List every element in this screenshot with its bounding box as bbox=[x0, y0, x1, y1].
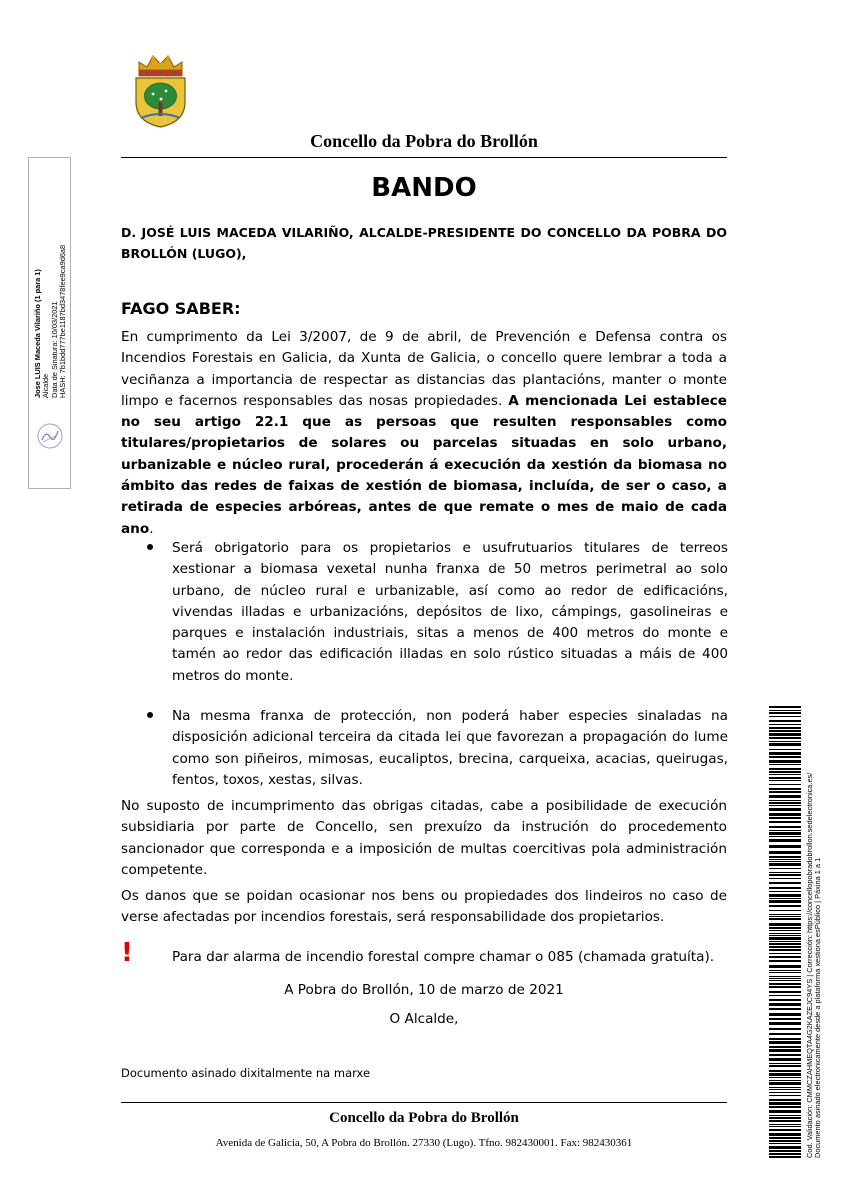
barcode-bar bbox=[769, 774, 801, 775]
barcode-bar bbox=[769, 923, 801, 926]
barcode-bar bbox=[769, 953, 801, 954]
barcode-bar bbox=[769, 836, 801, 837]
barcode-bar bbox=[769, 1102, 801, 1105]
barcode-bar bbox=[769, 830, 801, 831]
barcode-bar bbox=[769, 882, 801, 884]
barcode-bar bbox=[769, 832, 801, 835]
barcode-bar bbox=[769, 813, 801, 816]
barcode-bar bbox=[769, 1156, 801, 1158]
paragraph-intro bbox=[121, 327, 727, 540]
footer-divider bbox=[121, 1102, 727, 1103]
barcode-bar bbox=[769, 768, 801, 770]
signature-box bbox=[28, 157, 71, 489]
header-title: Concello da Pobra do Brollón bbox=[310, 131, 538, 151]
barcode-bar bbox=[769, 749, 801, 750]
barcode-bar bbox=[769, 712, 801, 714]
barcode-bar bbox=[769, 1099, 801, 1101]
barcode-bar bbox=[769, 720, 801, 722]
barcode-bar bbox=[769, 868, 801, 869]
barcode-bar bbox=[769, 891, 801, 892]
barcode-bar bbox=[769, 878, 801, 879]
barcode-bar bbox=[769, 710, 801, 711]
barcode-bar bbox=[769, 821, 801, 823]
barcode-bar bbox=[769, 918, 801, 920]
signature-date: Data de Sinatura: 10/03/2021 bbox=[49, 301, 59, 398]
barcode-bar bbox=[769, 972, 801, 973]
barcode-bar bbox=[769, 1143, 801, 1144]
barcode-bar bbox=[769, 872, 801, 873]
barcode-bar bbox=[769, 949, 801, 951]
barcode-bar bbox=[769, 1058, 801, 1061]
municipal-crest-logo bbox=[133, 52, 188, 128]
barcode-bar bbox=[769, 802, 801, 804]
barcode-bar bbox=[769, 756, 801, 758]
barcode-bar bbox=[769, 1018, 801, 1020]
barcode-bar bbox=[769, 927, 801, 929]
barcode-bar bbox=[769, 1133, 801, 1136]
barcode-bar bbox=[769, 933, 801, 934]
barcode-bar bbox=[769, 856, 801, 858]
barcode-bar bbox=[769, 817, 801, 819]
barcode-bar bbox=[769, 980, 801, 981]
barcode-bar bbox=[769, 960, 801, 962]
addressee: D. JOSÉ LUIS MACEDA VILARIÑO, ALCALDE-PRESIDENTE DO CONCELLO DA POBRA DO BROLLÓN (LUGO), bbox=[121, 225, 727, 261]
barcode-bar bbox=[769, 1146, 801, 1149]
barcode-bar bbox=[769, 1115, 801, 1116]
alarm-exclamation-icon: ! bbox=[121, 938, 133, 968]
barcode-bar bbox=[769, 805, 801, 806]
barcode-bar bbox=[769, 1070, 801, 1072]
validation-platform: Documento asinado electronicamente desde a plataforma xestiona esPúblico | Páxina 1 a 1 bbox=[813, 857, 823, 1158]
barcode-bar bbox=[769, 764, 801, 765]
barcode-bar bbox=[769, 1041, 801, 1044]
barcode-bar bbox=[769, 727, 801, 729]
barcode-bar bbox=[769, 784, 801, 785]
barcode-bar bbox=[769, 956, 801, 958]
barcode-bar bbox=[769, 752, 801, 755]
barcode-bar bbox=[769, 1022, 801, 1025]
barcode-bar bbox=[769, 1065, 801, 1067]
barcode-bar bbox=[769, 1110, 801, 1113]
barcode-bar bbox=[769, 788, 801, 790]
barcode-bar bbox=[769, 983, 801, 985]
barcode-bar bbox=[769, 1120, 801, 1122]
barcode-bar bbox=[769, 1129, 801, 1131]
barcode-bar bbox=[769, 845, 801, 848]
barcode-bar bbox=[769, 999, 801, 1001]
barcode-bar bbox=[769, 737, 801, 739]
barcode-bar bbox=[769, 1106, 801, 1108]
barcode-bar bbox=[769, 1117, 801, 1119]
barcode-bar bbox=[769, 894, 801, 897]
barcode-bar bbox=[769, 1140, 801, 1142]
barcode-bar bbox=[769, 1092, 801, 1093]
barcode-bar bbox=[769, 1038, 801, 1040]
barcode-bar bbox=[769, 706, 801, 708]
barcode-bar bbox=[769, 991, 801, 993]
barcode-bar bbox=[769, 795, 801, 798]
barcode-bar bbox=[769, 1126, 801, 1127]
signer-name: Jose LUIS Maceda Vilariño (1 para 1) bbox=[33, 269, 42, 398]
barcode-bar bbox=[769, 1124, 801, 1125]
fago-saber-heading: FAGO SABER: bbox=[121, 299, 241, 318]
bullet-dot-icon bbox=[147, 544, 153, 550]
barcode-bar bbox=[769, 935, 801, 936]
barcode-bar bbox=[769, 1046, 801, 1048]
barcode-bar bbox=[769, 937, 801, 940]
barcode-bar bbox=[769, 826, 801, 828]
bullet-dot-icon bbox=[147, 712, 153, 718]
barcode-bar bbox=[769, 1153, 801, 1155]
barcode-bar bbox=[769, 970, 801, 971]
barcode-bar bbox=[769, 978, 801, 979]
signer-title: O Alcalde, bbox=[389, 1011, 459, 1027]
header-divider bbox=[121, 157, 727, 158]
barcode-bar bbox=[769, 1150, 801, 1152]
barcode-bar bbox=[769, 986, 801, 988]
barcode-bar bbox=[769, 1073, 801, 1076]
barcode-bar bbox=[769, 760, 801, 763]
barcode-bar bbox=[769, 741, 801, 742]
paragraph-intro-bold: A mencionada Lei establece no seu artigo 22.1 que as persoas que resulten responsables como titulares/propietarios de solares ou parcelas situadas en solo urbano, urbanizable e núcleo rural, procederán á execución da xestión da biomasa no ámbito das redes de faixas de xestión de biomasa, incluída, de ser o caso, a retirada de especies arbóreas, antes de que remate o mes de maio de cada ano bbox=[121, 392, 727, 537]
barcode-bar bbox=[769, 1033, 801, 1035]
barcode-bar bbox=[769, 976, 801, 977]
barcode-bar bbox=[769, 771, 801, 773]
paragraph-noncompliance: No suposto de incumprimento das obrigas citadas, cabe a posibilidade de execución subsidiaria por parte de Concello, sen prexuízo da instrución do procedemento sancionador que corresponda e a imposición de multas coercitivas pola administración competente. bbox=[121, 798, 727, 878]
barcode-image bbox=[769, 706, 801, 1158]
barcode-bar bbox=[769, 724, 801, 725]
barcode-bar bbox=[769, 808, 801, 811]
paragraph-damages: Os danos que se poidan ocasionar nos bens ou propiedades dos lindeiros no caso de verse afectadas por incendios forestais, será responsabilidade dos propietarios. bbox=[121, 888, 727, 926]
barcode-bar bbox=[769, 1089, 801, 1090]
digital-signature-note: Documento asinado dixitalmente na marxe bbox=[121, 1066, 371, 1080]
barcode-bar bbox=[769, 916, 801, 917]
barcode-bar bbox=[769, 1095, 801, 1096]
barcode-bar bbox=[769, 780, 801, 781]
barcode-bar bbox=[769, 1049, 801, 1052]
barcode-bar bbox=[769, 861, 801, 862]
place-date: A Pobra do Brollón, 10 de marzo de 2021 bbox=[284, 982, 564, 998]
validation-code: Cod. Validación: CMMCZAHMEQTA4G2KAZEJC94YS | Corrección: https://concellopobradobrollon.sedelectronica.es/ bbox=[805, 772, 814, 1158]
alarm-notice: Para dar alarma de incendio forestal compre chamar o 085 (chamada gratuíta). bbox=[172, 949, 715, 965]
barcode-bar bbox=[769, 910, 801, 911]
validation-text bbox=[806, 698, 823, 1158]
barcode-bar bbox=[769, 1028, 801, 1030]
footer-address: Avenida de Galicia, 50, A Pobra do Brollón. 27330 (Lugo). Tfno. 982430001. Fax: 982430361 bbox=[215, 1137, 633, 1149]
barcode-bar bbox=[769, 1137, 801, 1139]
signature-stamp-icon bbox=[37, 423, 63, 449]
barcode-bar bbox=[769, 898, 801, 899]
paragraph-intro-text: En cumprimento da Lei 3/2007, de 9 de abril, de Prevención e Defensa contra os Incendios Forestais en Galicia, da Xunta de Galicia, o concello quere lembrar a toda a veciñanza a importancia de respectar as distancias das plantacións, manter o monte limpo e facernos responsables das nosas propiedades. bbox=[121, 329, 727, 409]
barcode-bar bbox=[769, 1054, 801, 1056]
barcode-bar bbox=[769, 930, 801, 931]
barcode-bar bbox=[769, 965, 801, 968]
signer-role: Alcalde bbox=[41, 373, 51, 398]
barcode-bar bbox=[769, 716, 801, 717]
barcode-bar bbox=[769, 914, 801, 915]
barcode-bar bbox=[769, 905, 801, 907]
barcode-bar bbox=[769, 1087, 801, 1088]
barcode-bar bbox=[769, 733, 801, 736]
barcode-bar bbox=[769, 851, 801, 854]
barcode-bar bbox=[769, 941, 801, 942]
paragraph-intro-end: . bbox=[149, 520, 154, 537]
barcode-bar bbox=[769, 1008, 801, 1010]
barcode-bar bbox=[769, 730, 801, 732]
barcode-bar bbox=[769, 863, 801, 866]
footer-title: Concello da Pobra do Brollón bbox=[329, 1110, 519, 1126]
barcode-bar bbox=[769, 900, 801, 903]
barcode-bar bbox=[769, 1013, 801, 1016]
barcode-bar bbox=[769, 777, 801, 779]
barcode-bar bbox=[769, 859, 801, 860]
bullet-text: Na mesma franxa de protección, non poderá haber especies sinaladas na disposición adicional terceira da citada lei que favorezan a propagación do lume como son piñeiros, mimosas, eucaliptos, brecina, carqueixa, acacias, queirugas, fentos, toxos, xestas, silvas. bbox=[172, 708, 728, 788]
barcode-bar bbox=[769, 943, 801, 945]
barcode-bar bbox=[769, 791, 801, 793]
signature-hash: HASH: 7b1bdd777be1187bd3478fee9ca9d6a8 bbox=[58, 244, 68, 398]
barcode-bar bbox=[769, 1003, 801, 1006]
barcode-bar bbox=[769, 874, 801, 876]
barcode-bar bbox=[769, 1080, 801, 1081]
barcode-bar bbox=[769, 887, 801, 889]
barcode-bar bbox=[769, 1063, 801, 1064]
barcode-bar bbox=[769, 839, 801, 842]
document-heading: BANDO bbox=[371, 173, 477, 203]
barcode-bar bbox=[769, 1077, 801, 1078]
barcode-bar bbox=[769, 995, 801, 996]
barcode-bar bbox=[769, 1082, 801, 1085]
barcode-bar bbox=[769, 800, 801, 801]
barcode-bar bbox=[769, 946, 801, 948]
barcode-bar bbox=[769, 743, 801, 746]
bullet-text: Será obrigatorio para os propietarios e usufrutuarios titulares de terreos xestionar a biomasa vexetal nunha franxa de 50 metros perimetral ao solo urbano, de núcleo rural e urbanizable, así como ao redor de edificacións, vivendas illadas e urbanizacións, depósitos de lixo, cámpings, gasolineiras e parques e instalación industriais, sitas a menos de 400 metros do monte e tamén ao redor das edificación illadas en solo rústico situadas a máis de 400 metros do monte. bbox=[172, 540, 728, 684]
